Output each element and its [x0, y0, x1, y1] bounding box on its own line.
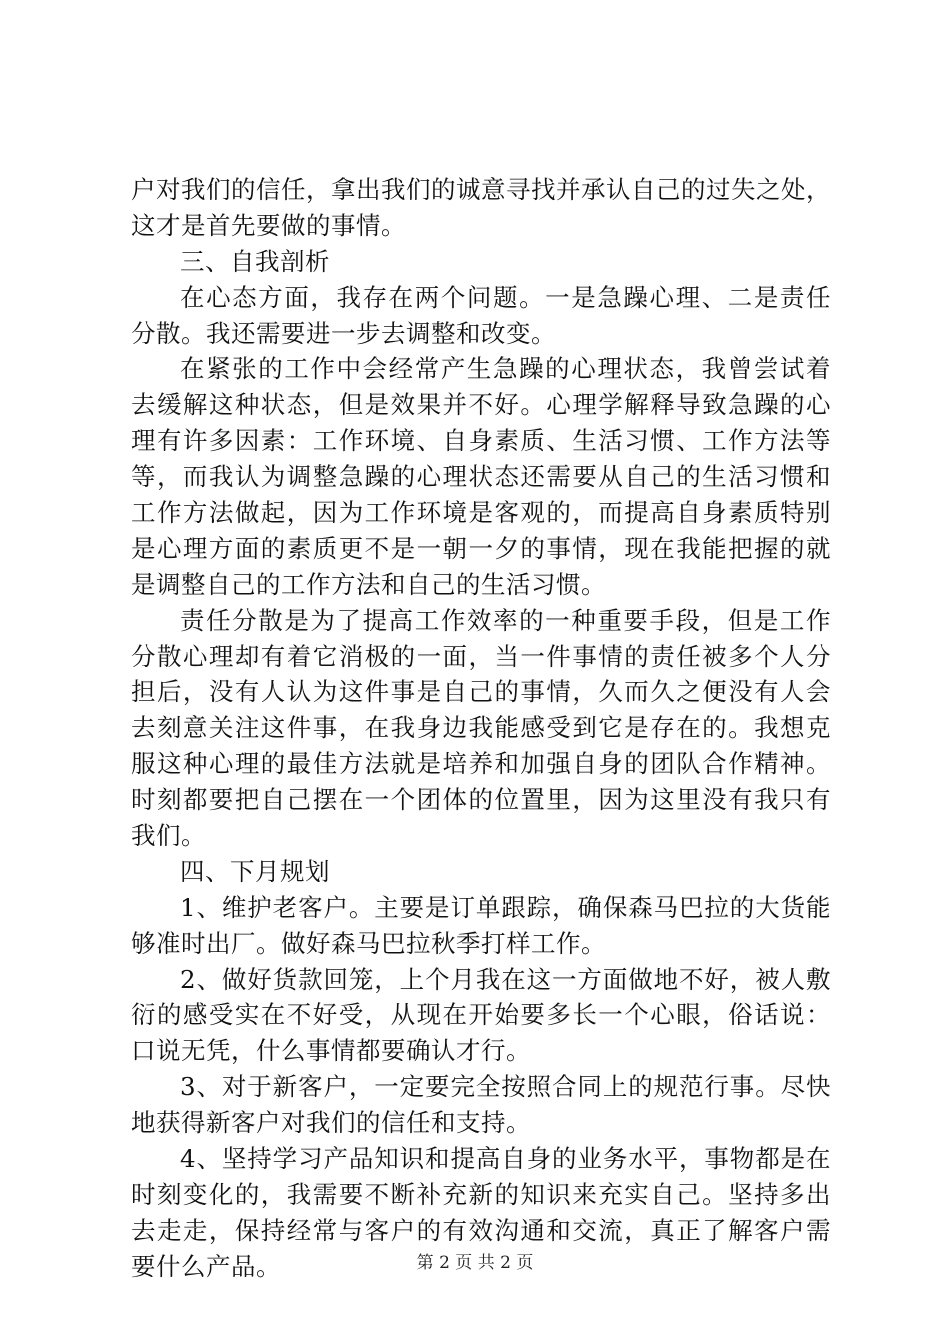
- text-line: 够准时出厂。做好森马巴拉秋季打样工作。: [131, 928, 606, 958]
- text-line: 去缓解这种状态，但是效果并不好。心理学解释导致急躁的心: [131, 390, 831, 420]
- text-line: 口说无凭，什么事情都要确认才行。: [131, 1036, 531, 1066]
- text-line: 地获得新客户对我们的信任和支持。: [131, 1108, 531, 1138]
- text-line: 3、对于新客户，一定要完全按照合同上的规范行事。尽快: [180, 1072, 831, 1102]
- text-line: 这才是首先要做的事情。: [131, 210, 406, 240]
- text-line: 户对我们的信任，拿出我们的诚意寻找并承认自己的过失之处，: [131, 175, 831, 204]
- text-line: 服这种心理的最佳方法就是培养和加强自身的团队合作精神。: [131, 749, 831, 779]
- text-line: 担后，没有人认为这件事是自己的事情，久而久之便没有人会: [131, 677, 831, 707]
- text-line: 分散心理却有着它消极的一面，当一件事情的责任被多个人分: [131, 641, 831, 671]
- text-line: 理有许多因素：工作环境、自身素质、生活习惯、工作方法等: [131, 426, 831, 456]
- text-line: 是调整自己的工作方法和自己的生活习惯。: [131, 569, 606, 599]
- page-number-footer: 第 2 页 共 2 页: [416, 1253, 534, 1273]
- text-line: 去刻意关注这件事，在我身边我能感受到它是存在的。我想克: [131, 713, 831, 743]
- text-line: 在心态方面，我存在两个问题。一是急躁心理、二是责任: [180, 282, 831, 312]
- text-line: 4、坚持学习产品知识和提高自身的业务水平，事物都是在: [180, 1144, 831, 1174]
- text-line: 责任分散是为了提高工作效率的一种重要手段，但是工作: [180, 605, 831, 635]
- text-line: 要什么产品。: [131, 1251, 281, 1281]
- text-line: 分散。我还需要进一步去调整和改变。: [131, 318, 556, 348]
- section-heading: 四、下月规划: [180, 856, 330, 886]
- text-line: 去走走，保持经常与客户的有效沟通和交流，真正了解客户需: [131, 1215, 831, 1245]
- text-line: 在紧张的工作中会经常产生急躁的心理状态，我曾尝试着: [180, 354, 831, 384]
- text-line: 时刻都要把自己摆在一个团体的位置里，因为这里没有我只有: [131, 785, 831, 815]
- text-line: 衍的感受实在不好受，从现在开始要多长一个心眼，俗话说：: [131, 1000, 831, 1030]
- text-line: 1、维护老客户。主要是订单跟踪，确保森马巴拉的大货能: [180, 892, 831, 922]
- text-line: 我们。: [131, 821, 206, 851]
- text-line: 工作方法做起，因为工作环境是客观的，而提高自身素质特别: [131, 498, 831, 528]
- document-body: [131, 172, 831, 1285]
- text-line: 是心理方面的素质更不是一朝一夕的事情，现在我能把握的就: [131, 533, 831, 563]
- text-line: 等，而我认为调整急躁的心理状态还需要从自己的生活习惯和: [131, 462, 831, 492]
- section-heading: 三、自我剖析: [180, 246, 330, 276]
- text-line: 2、做好货款回笼，上个月我在这一方面做地不好，被人敷: [180, 964, 831, 994]
- text-line: 时刻变化的，我需要不断补充新的知识来充实自己。坚持多出: [131, 1179, 831, 1209]
